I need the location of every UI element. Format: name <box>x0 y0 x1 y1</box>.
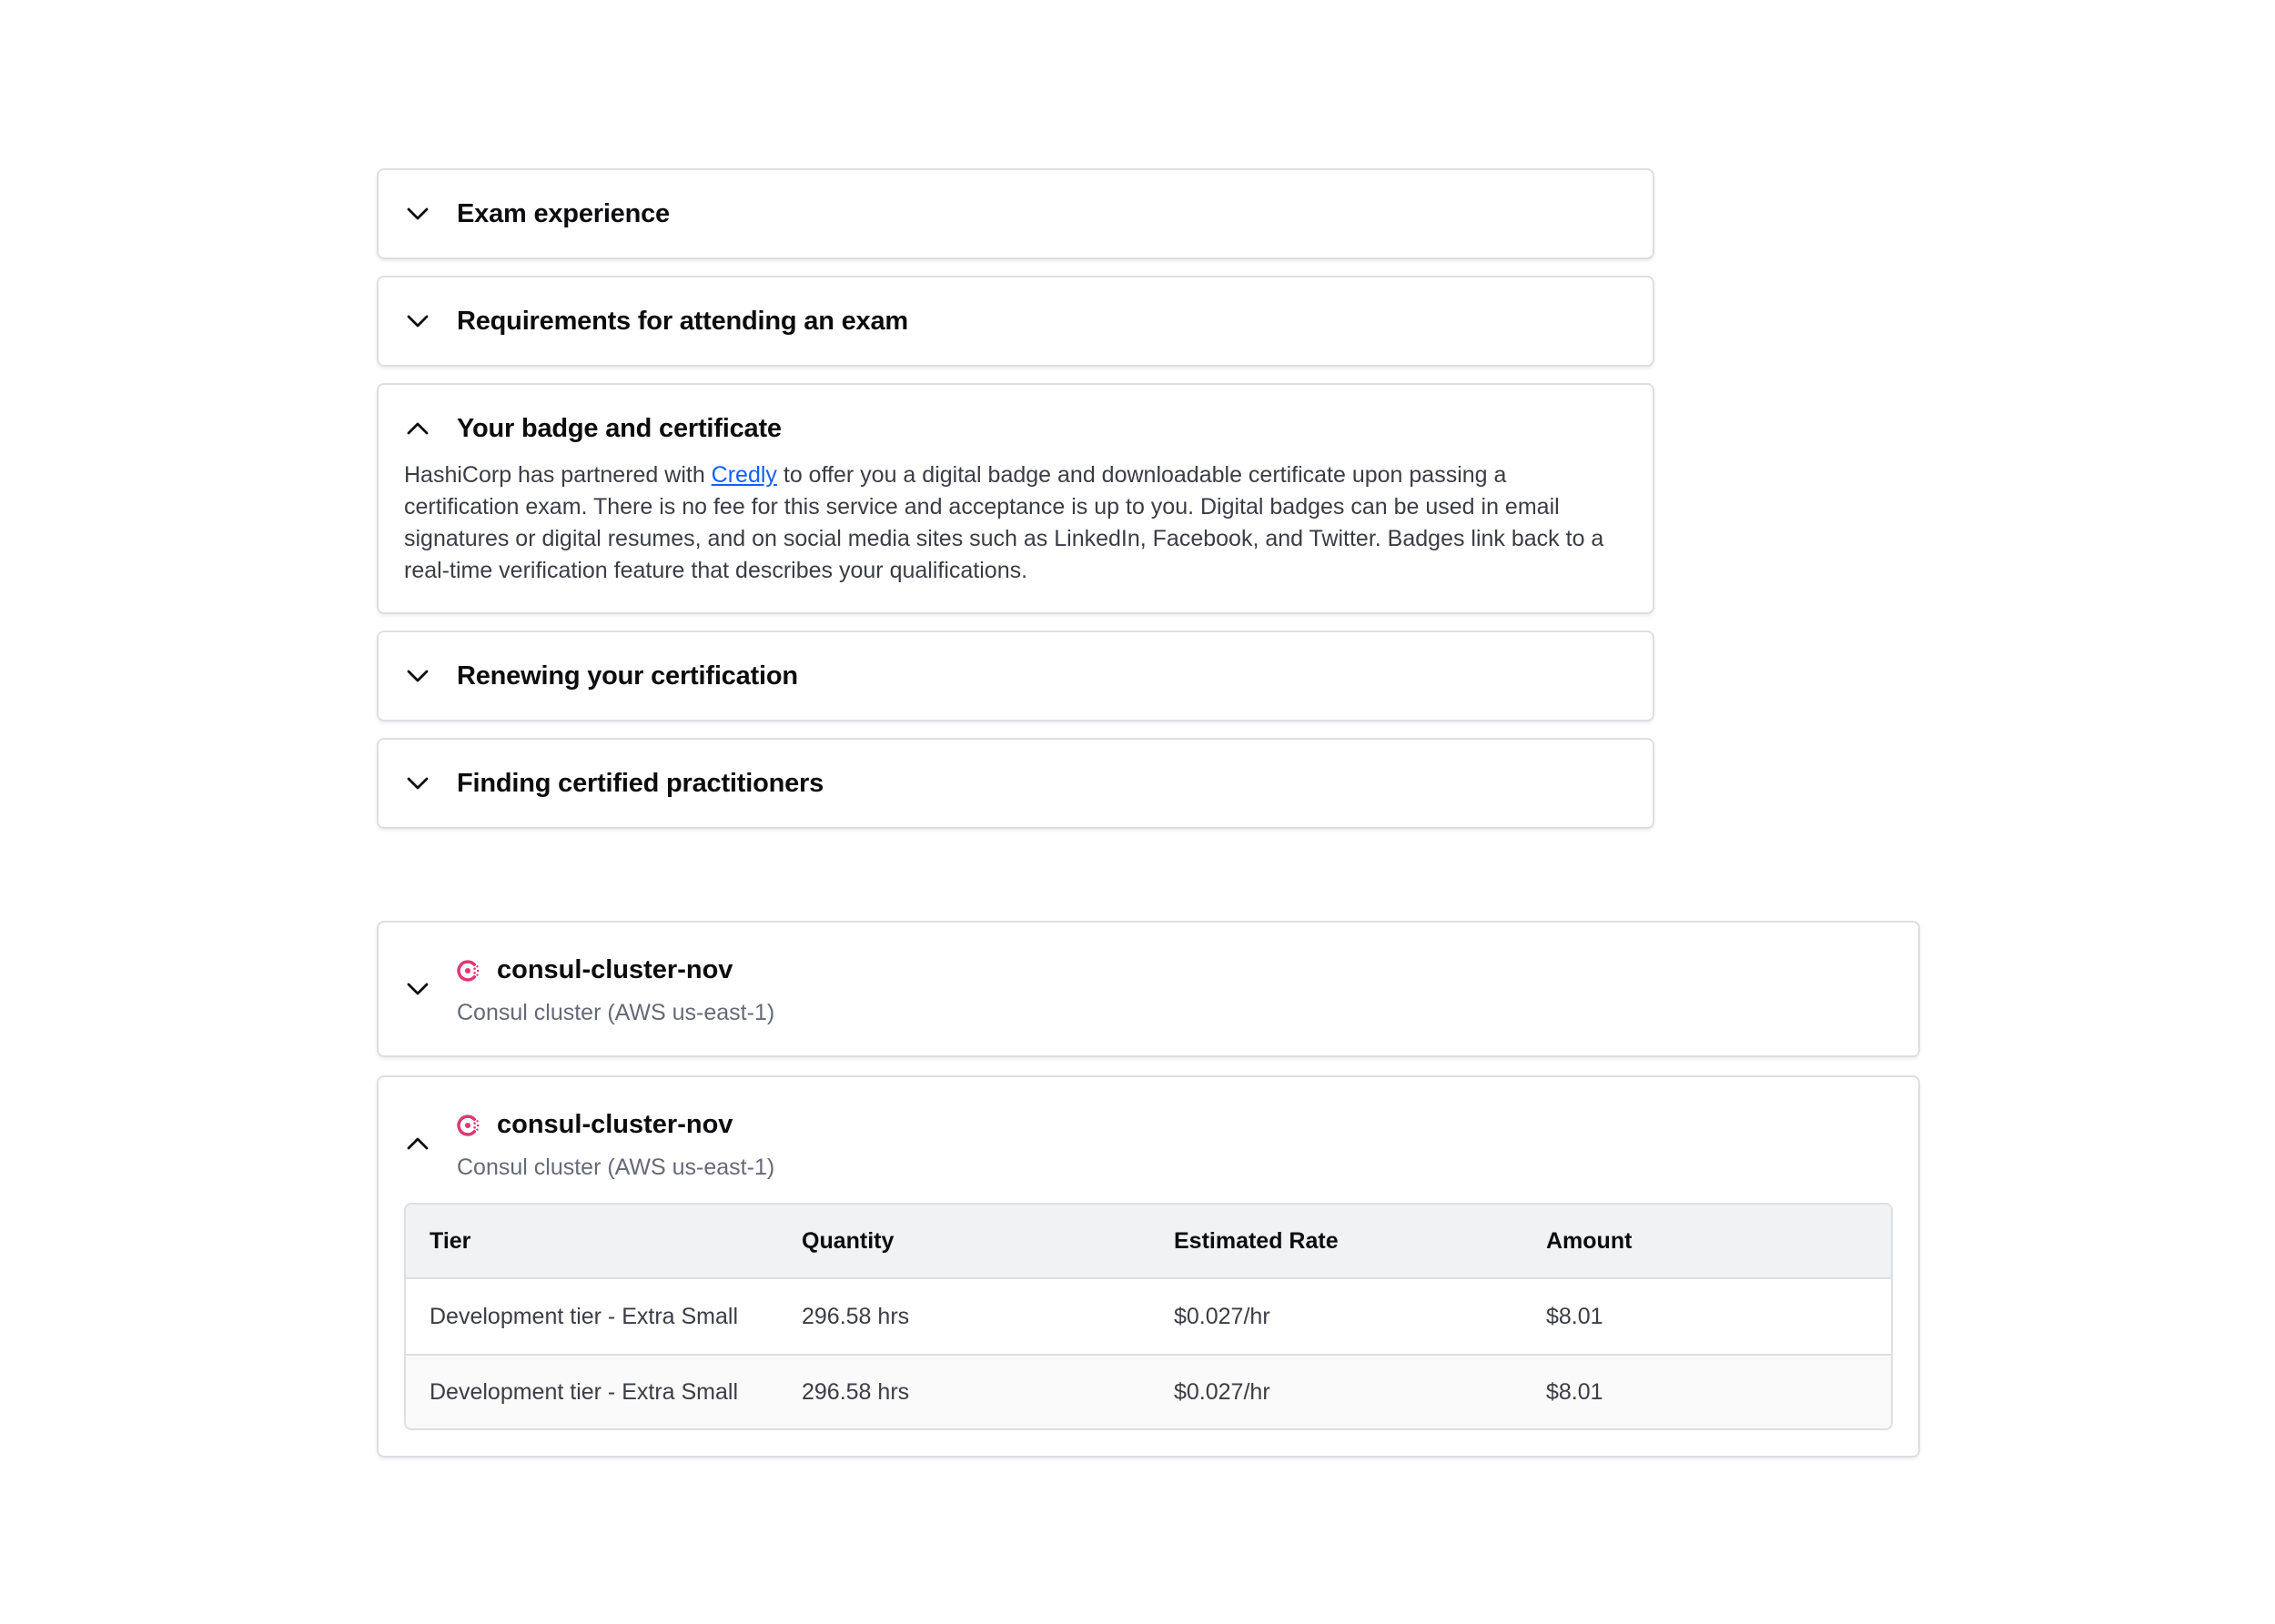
resource-title: consul-cluster-nov <box>497 955 733 984</box>
accordion-title: Your badge and certificate <box>457 413 782 443</box>
resource-subtitle: Consul cluster (AWS us-east-1) <box>457 1154 775 1180</box>
chevron-down-icon <box>404 975 431 1003</box>
resource-card-text <box>455 953 774 1026</box>
body-text-rest: to offer you a digital badge and downloadable certificate upon passing a certification exam. There is no fee for this service and acceptance is up to you. Digital badges can be used in email signatures or digital resumes, and on social media sites such as LinkedIn, Facebook, and Twitter. Badges link back to a real-time verification feature that describes your qualifications. <box>404 462 1604 583</box>
resource-subtitle: Consul cluster (AWS us-east-1) <box>457 999 775 1025</box>
resource-card-toggle[interactable] <box>379 1077 1918 1210</box>
credly-link[interactable]: Credly <box>711 462 777 488</box>
resource-title-row <box>455 953 774 989</box>
chevron-down-icon <box>404 662 431 690</box>
accordion-content-badge-certificate <box>379 459 1653 612</box>
table-row <box>406 1279 1891 1354</box>
consul-icon <box>455 1113 480 1138</box>
usage-table <box>404 1203 1893 1430</box>
accordion-toggle-renewing[interactable] <box>379 632 1653 720</box>
accordion-item-exam-experience <box>377 168 1654 259</box>
cell-tier: Development tier - Extra Small <box>430 1303 739 1329</box>
column-header-tier: Tier <box>406 1205 778 1279</box>
column-header-estimated-rate: Estimated Rate <box>1150 1205 1522 1279</box>
chevron-up-icon <box>404 415 431 442</box>
accordion-toggle-exam-experience[interactable] <box>379 170 1653 257</box>
cell-estimated-rate: $0.027/hr <box>1150 1354 1522 1428</box>
accordion-toggle-requirements[interactable] <box>379 277 1653 365</box>
column-header-quantity: Quantity <box>778 1205 1150 1279</box>
cell-quantity: 296.58 hrs <box>802 1303 910 1329</box>
accordion-item-renewing <box>377 630 1654 721</box>
resource-card-collapsed <box>377 921 1920 1057</box>
consul-icon <box>455 958 480 983</box>
chevron-down-icon <box>404 770 431 797</box>
chevron-up-icon <box>404 1130 431 1157</box>
cell-estimated-rate: $0.027/hr <box>1174 1303 1270 1329</box>
table-row <box>406 1354 1891 1428</box>
accordion-item-finding-practitioners <box>377 738 1654 829</box>
faq-accordion <box>377 168 1654 845</box>
cell-amount: $8.01 <box>1546 1303 1603 1329</box>
resource-cards <box>377 921 1920 1476</box>
resource-card-expanded <box>377 1075 1920 1458</box>
accordion-title: Renewing your certification <box>457 661 798 691</box>
column-header-amount: Amount <box>1522 1205 1891 1279</box>
table-header-row <box>406 1205 1891 1279</box>
resource-card-text <box>455 1107 774 1181</box>
accordion-toggle-finding-practitioners[interactable] <box>379 740 1653 827</box>
body-text-intro: HashiCorp has partnered with <box>404 462 712 488</box>
accordion-item-badge-certificate <box>377 383 1654 614</box>
accordion-item-requirements <box>377 276 1654 367</box>
accordion-title: Exam experience <box>457 198 670 228</box>
resource-title-row <box>455 1107 774 1144</box>
cell-quantity: 296.58 hrs <box>778 1354 1150 1428</box>
resource-title: consul-cluster-nov <box>497 1110 733 1139</box>
chevron-down-icon <box>404 200 431 227</box>
chevron-down-icon <box>404 308 431 335</box>
accordion-title: Requirements for attending an exam <box>457 306 908 336</box>
accordion-title: Finding certified practitioners <box>457 768 824 798</box>
cell-amount: $8.01 <box>1522 1354 1891 1428</box>
usage-table-wrapper <box>379 1203 1918 1456</box>
resource-card-toggle[interactable] <box>379 923 1918 1055</box>
cell-tier: Development tier - Extra Small <box>406 1354 778 1428</box>
